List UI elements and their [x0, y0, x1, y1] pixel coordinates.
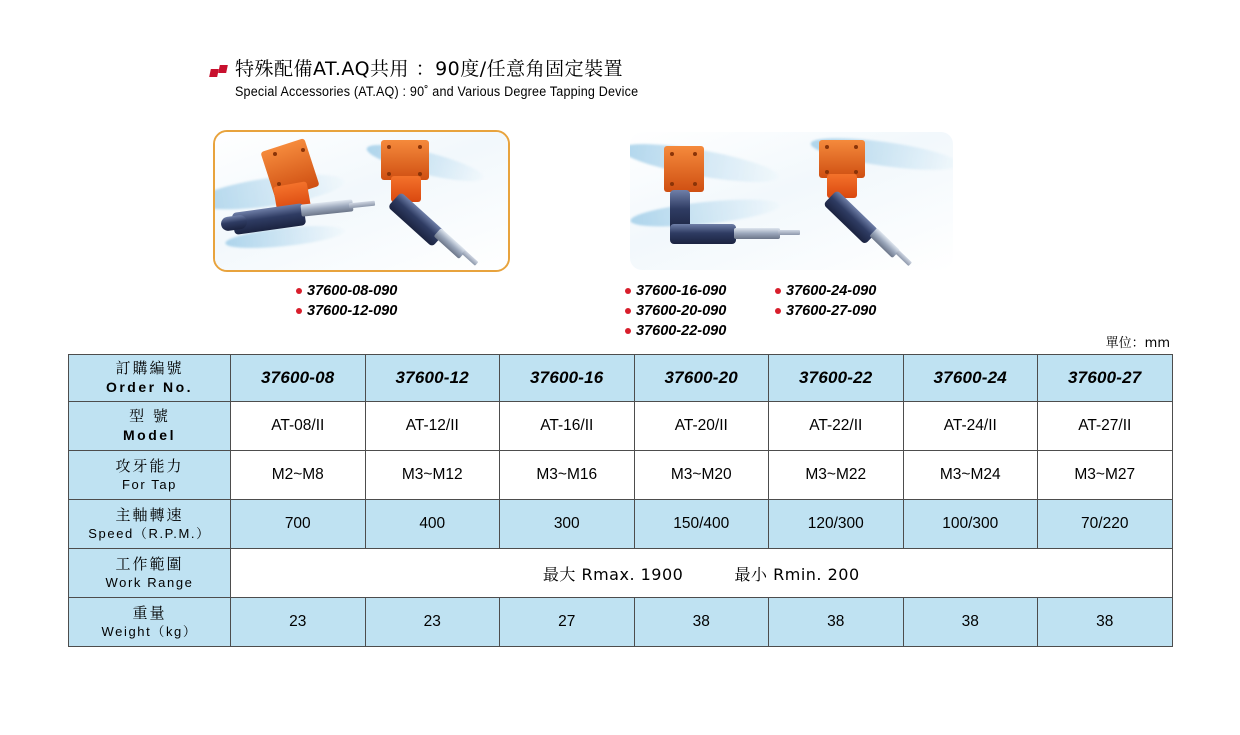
- table-cell-merged-work-range: [231, 549, 1173, 598]
- row-label-cn: 工作範圍: [115, 554, 184, 573]
- table-cell: 23: [231, 598, 366, 647]
- bullet-dot-icon: [625, 308, 631, 314]
- model-code-item: [775, 301, 876, 321]
- table-cell: M3~M16: [500, 451, 635, 500]
- table-cell: AT-16/II: [500, 402, 635, 451]
- table-cell: 38: [1038, 598, 1173, 647]
- table-cell: M3~M27: [1038, 451, 1173, 500]
- model-code-item: [296, 281, 397, 301]
- spec-table: [68, 354, 1173, 647]
- table-cell: 37600-24: [903, 355, 1038, 402]
- table-row-speed: [69, 500, 1173, 549]
- unit-note: 單位：mm: [1105, 336, 1170, 351]
- table-cell: AT-27/II: [1038, 402, 1173, 451]
- model-code-item: [296, 301, 397, 321]
- model-code-label: 37600-22-090: [636, 323, 727, 339]
- model-code-item: [775, 281, 876, 301]
- row-label-en: Order No.: [105, 379, 194, 396]
- row-label-cn: 重量: [132, 603, 167, 622]
- row-label-en: Weight（kg）: [101, 623, 198, 639]
- table-cell: 38: [903, 598, 1038, 647]
- model-code-item: [625, 321, 726, 341]
- table-cell: M3~M20: [634, 451, 769, 500]
- row-label-work-range: [69, 549, 231, 598]
- row-label-en: Work Range: [105, 574, 194, 590]
- row-label-cn: 訂購編號: [115, 359, 184, 378]
- header-title-row: [210, 58, 1030, 80]
- model-code-list-left: [296, 281, 397, 321]
- model-code-label: 37600-16-090: [636, 283, 727, 299]
- table-row-order-no: [69, 355, 1173, 402]
- table-row-model: [69, 402, 1173, 451]
- table-cell: M3~M22: [769, 451, 904, 500]
- table-cell: AT-22/II: [769, 402, 904, 451]
- bullet-dot-icon: [296, 308, 302, 314]
- bullet-dot-icon: [625, 328, 631, 334]
- table-cell: 70/220: [1038, 500, 1173, 549]
- table-cell: M3~M24: [903, 451, 1038, 500]
- model-code-list-right: [775, 281, 876, 321]
- table-cell: 37600-16: [500, 355, 635, 402]
- row-label-cn: 主軸轉速: [115, 505, 184, 524]
- table-cell: AT-12/II: [365, 402, 500, 451]
- row-label-en: For Tap: [121, 476, 178, 492]
- table-cell: 400: [365, 500, 500, 549]
- table-cell: 700: [231, 500, 366, 549]
- model-code-list-middle: [625, 281, 726, 341]
- table-row-work-range: [69, 549, 1173, 598]
- row-label-cn: 型 號: [129, 407, 170, 426]
- row-label-en: Speed（R.P.M.）: [88, 525, 211, 541]
- table-cell: 27: [500, 598, 635, 647]
- header-title-cn: 特殊配備AT.AQ共用 ：90度/任意角固定裝置: [235, 58, 624, 80]
- table-cell: 23: [365, 598, 500, 647]
- model-code-label: 37600-24-090: [786, 283, 877, 299]
- product-photo-tool-vertical: [648, 132, 818, 270]
- product-photo-panel-left: [213, 130, 510, 272]
- bullet-dot-icon: [625, 288, 631, 294]
- table-cell: 38: [769, 598, 904, 647]
- work-range-max: 最大 Rmax. 1900: [542, 564, 684, 584]
- row-label-model: [69, 402, 231, 451]
- row-label-order-no: [69, 355, 231, 402]
- row-label-speed: [69, 500, 231, 549]
- header-title-en: Special Accessories (AT.AQ) : 90˚ and Various Degree Tapping Device: [235, 84, 639, 99]
- table-cell: 37600-27: [1038, 355, 1173, 402]
- bullet-dot-icon: [296, 288, 302, 294]
- bullet-marker-icon: [210, 65, 226, 79]
- bullet-dot-icon: [775, 288, 781, 294]
- model-code-label: 37600-20-090: [636, 303, 727, 319]
- row-label-en: Model: [123, 427, 176, 444]
- table-cell: 150/400: [634, 500, 769, 549]
- table-cell: 37600-22: [769, 355, 904, 402]
- table-cell: M2~M8: [231, 451, 366, 500]
- row-label-for-tap: [69, 451, 231, 500]
- model-code-label: 37600-12-090: [307, 303, 398, 319]
- table-cell: 37600-12: [365, 355, 500, 402]
- product-photo-panel-right: [628, 130, 955, 272]
- product-photo-tool-diagonal: [365, 132, 510, 270]
- table-cell: AT-08/II: [231, 402, 366, 451]
- table-cell: AT-20/II: [634, 402, 769, 451]
- table-row-for-tap: [69, 451, 1173, 500]
- model-code-item: [625, 301, 726, 321]
- product-photo-tool-diagonal: [805, 132, 955, 270]
- table-cell: 120/300: [769, 500, 904, 549]
- model-code-item: [625, 281, 726, 301]
- bullet-dot-icon: [775, 308, 781, 314]
- table-cell: 37600-20: [634, 355, 769, 402]
- row-label-weight: [69, 598, 231, 647]
- model-code-label: 37600-08-090: [307, 283, 398, 299]
- table-cell: M3~M12: [365, 451, 500, 500]
- table-cell: 100/300: [903, 500, 1038, 549]
- row-label-cn: 攻牙能力: [115, 456, 184, 475]
- table-cell: 37600-08: [231, 355, 366, 402]
- table-cell: 300: [500, 500, 635, 549]
- work-range-min: 最小 Rmin. 200: [734, 564, 860, 584]
- model-code-label: 37600-27-090: [786, 303, 877, 319]
- table-cell: 38: [634, 598, 769, 647]
- section-header: [210, 58, 1030, 99]
- table-row-weight: [69, 598, 1173, 647]
- table-cell: AT-24/II: [903, 402, 1038, 451]
